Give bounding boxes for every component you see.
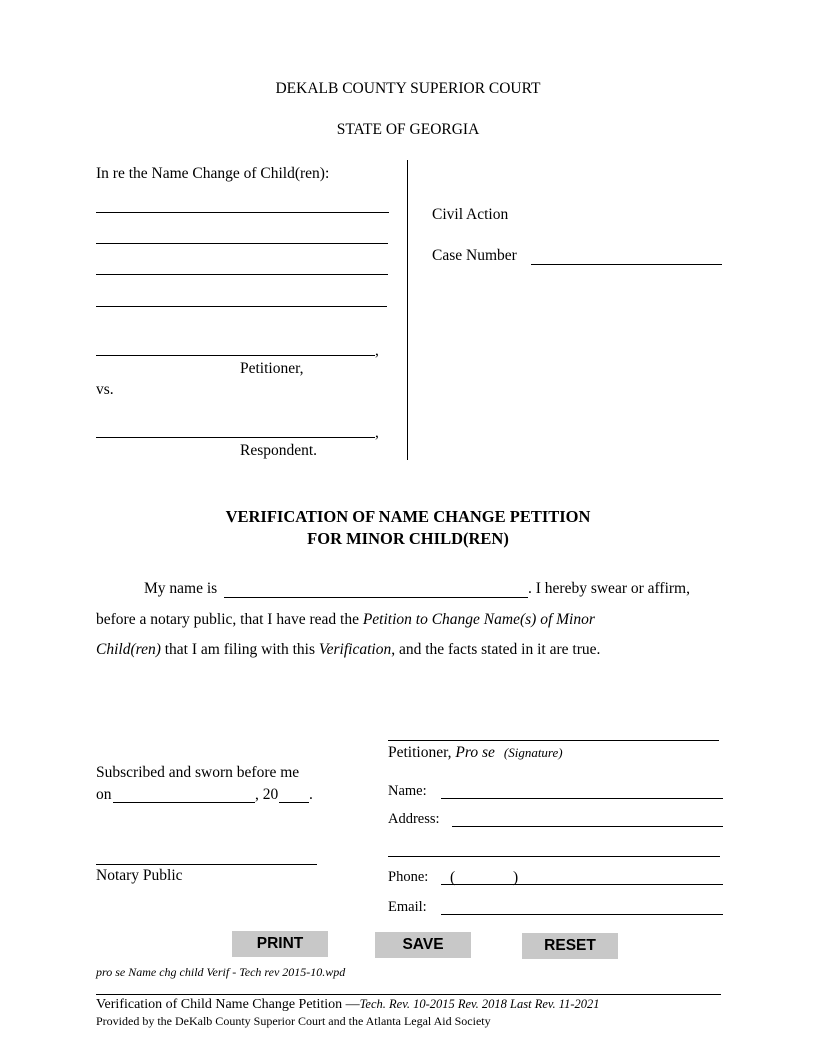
vs-label: vs. — [96, 381, 114, 398]
state-name: STATE OF GEORGIA — [336, 121, 480, 138]
sworn-date-field[interactable] — [113, 802, 255, 803]
my-name-field[interactable] — [224, 597, 528, 598]
footer-rule — [96, 994, 721, 995]
caption-divider — [407, 160, 408, 460]
petitioner-comma: , — [375, 342, 379, 359]
respondent-label: Respondent. — [240, 442, 318, 459]
document-title-line-2: FOR MINOR CHILD(REN) — [307, 529, 509, 548]
child-name-line-2[interactable] — [96, 243, 388, 244]
respondent-name-line[interactable] — [96, 437, 375, 438]
year-prefix: , 20 — [255, 786, 279, 803]
email-field[interactable] — [441, 914, 723, 915]
phone-paren-open: ( — [450, 869, 456, 886]
signature-line[interactable] — [388, 740, 719, 741]
body-line-3-d: , and the facts stated in it are true. — [391, 641, 601, 658]
pro-se-label: Pro se — [455, 744, 495, 761]
case-number-label: Case Number — [432, 247, 517, 264]
name-field[interactable] — [441, 798, 723, 799]
notary-public-label: Notary Public — [96, 867, 183, 884]
in-re-label: In re the Name Change of Child(ren): — [96, 165, 330, 182]
verification-ref: Verification — [318, 641, 392, 658]
petitioner-label: Petitioner, — [240, 360, 304, 377]
child-name-line-1[interactable] — [96, 212, 389, 213]
on-label: on — [96, 786, 112, 803]
footer-revision: Tech. Rev. 10-2015 Rev. 2018 Last Rev. 11-2021 — [359, 997, 600, 1011]
document-title-line-1: VERIFICATION OF NAME CHANGE PETITION — [225, 507, 591, 526]
court-name: DEKALB COUNTY SUPERIOR COURT — [275, 80, 541, 97]
save-button[interactable]: SAVE — [375, 932, 471, 958]
sworn-period: . — [309, 786, 313, 803]
my-name-is-label: My name is — [144, 580, 218, 597]
child-name-line-4[interactable] — [96, 306, 387, 307]
petitioner-signature-caption — [388, 744, 563, 762]
body-line-3-b: that I am filing with this — [160, 641, 319, 658]
signature-note: (Signature) — [503, 745, 563, 760]
file-reference: pro se Name chg child Verif - Tech rev 2015-10.wpd — [96, 965, 346, 979]
children-ref: Child(ren) — [96, 641, 161, 658]
footer-provided-by: Provided by the DeKalb County Superior Court and the Atlanta Legal Aid Society — [96, 1014, 491, 1028]
case-number-field[interactable] — [531, 264, 722, 265]
reset-button[interactable]: RESET — [522, 933, 618, 959]
petitioner-signature-label: Petitioner, — [388, 744, 456, 761]
address-field-1[interactable] — [452, 826, 723, 827]
footer-title-main: Verification of Child Name Change Petition — — [96, 997, 360, 1012]
civil-action-label: Civil Action — [432, 206, 509, 223]
petitioner-name-line[interactable] — [96, 355, 375, 356]
phone-field[interactable] — [441, 884, 723, 885]
respondent-comma: , — [375, 424, 379, 441]
phone-paren-close: ) — [513, 869, 519, 886]
body-line-2 — [96, 611, 595, 629]
address-label: Address: — [388, 811, 440, 827]
subscribed-text: Subscribed and sworn before me — [96, 764, 300, 781]
child-name-line-3[interactable] — [96, 274, 388, 275]
sworn-year-field[interactable] — [279, 802, 309, 803]
body-line-2-a: before a notary public, that I have read the — [96, 611, 363, 628]
address-field-2[interactable] — [388, 856, 720, 857]
phone-label: Phone: — [388, 869, 429, 885]
petition-title-ref: Petition to Change Name(s) of Minor — [362, 611, 595, 628]
swear-text: . I hereby swear or affirm, — [528, 580, 690, 597]
notary-signature-line[interactable] — [96, 864, 317, 865]
body-line-3 — [96, 641, 600, 659]
footer-title — [96, 997, 600, 1013]
print-button[interactable]: PRINT — [232, 931, 328, 957]
email-label: Email: — [388, 899, 427, 915]
name-label: Name: — [388, 783, 427, 799]
